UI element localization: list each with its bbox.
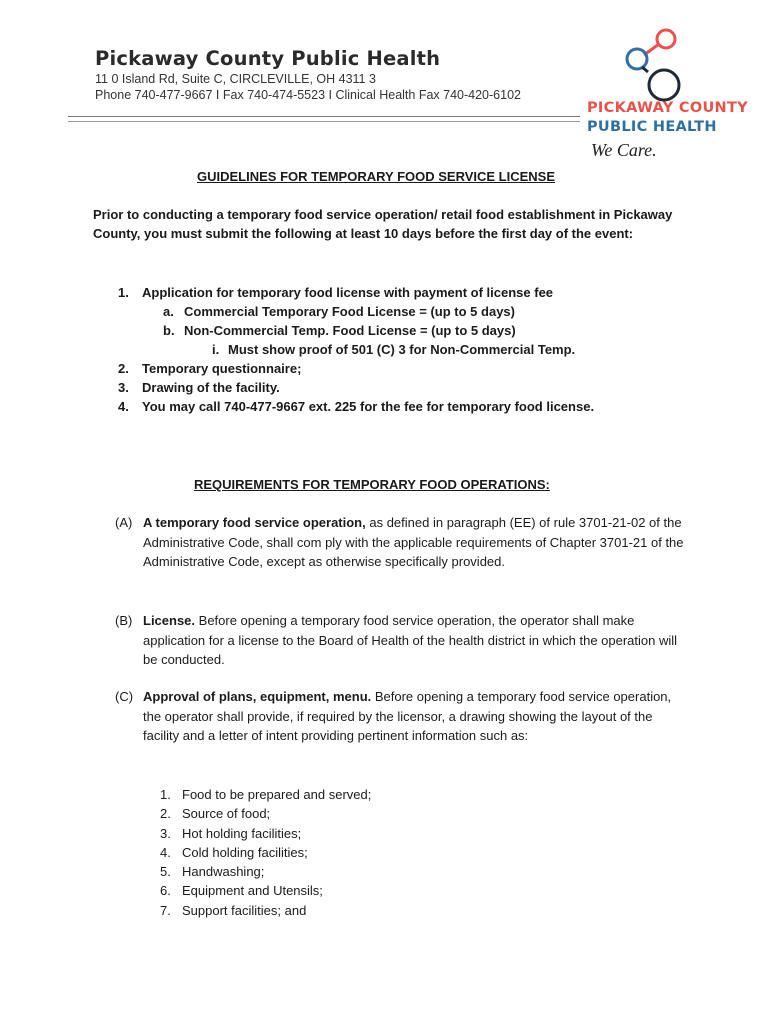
list-item-text: Commercial Temporary Food License = (up to 5 days) xyxy=(184,304,515,319)
section-text: Before opening a temporary food service operation, the operator shall make application for a license to the Board of Health of the health district in which the operation will be conducted. xyxy=(143,613,678,667)
section-letter: (A) xyxy=(115,515,133,530)
list-item-text: Handwashing; xyxy=(182,864,265,880)
list-item-number: 2. xyxy=(160,806,171,822)
list-item xyxy=(160,862,560,881)
requirement-section-b xyxy=(115,611,690,670)
list-item-text: Hot holding facilities; xyxy=(182,825,302,841)
list-item-number: 4. xyxy=(118,399,129,414)
section-body xyxy=(143,611,690,670)
list-item-number: b. xyxy=(163,323,175,338)
list-item-number: 3. xyxy=(118,380,129,395)
list-item-text: Drawing of the facility. xyxy=(142,380,280,395)
list-item-text: Non-Commercial Temp. Food License = (up to 5 days) xyxy=(184,323,516,338)
logo-text-public-health: PUBLIC HEALTH xyxy=(587,119,717,135)
list-item-number: a. xyxy=(163,304,174,319)
requirements-title: REQUIREMENTS FOR TEMPORARY FOOD OPERATIONS: xyxy=(194,477,550,492)
section-heading: License. xyxy=(143,613,196,628)
guidelines-list xyxy=(118,283,678,416)
list-item-text: Cold holding facilities; xyxy=(182,844,308,860)
logo-text-pickaway-county: PICKAWAY COUNTY xyxy=(587,100,748,116)
list-sub-item xyxy=(118,302,678,321)
list-item-text: Food to be prepared and served; xyxy=(182,787,372,802)
list-item xyxy=(160,881,560,900)
list-item xyxy=(160,901,560,920)
guidelines-intro: Prior to conducting a temporary food service operation/ retail food establishment in Pickaway County, you must submit the following at least 10 days before the first day of the event: xyxy=(93,207,673,241)
list-item-text: Must show proof of 501 (C) 3 for Non-Commercial Temp. xyxy=(228,342,576,357)
plan-information-list xyxy=(160,785,560,920)
section-text: as defined in paragraph (EE) of rule 3701-21-02 of the Administrative Code, shall com ply with the applicable requirements of Chapter 3701-21 of the Administrative Code, except as otherwise specifically provided. xyxy=(143,515,684,569)
list-item-number: i. xyxy=(212,342,220,357)
list-item-number: 1. xyxy=(160,787,171,802)
organization-name: Pickaway County Public Health xyxy=(95,47,441,70)
section-body xyxy=(143,687,690,746)
molecule-logo-icon xyxy=(588,22,698,102)
list-item-number: 5. xyxy=(160,864,171,880)
section-letter: (C) xyxy=(115,689,134,704)
list-item-text: Temporary questionnaire; xyxy=(142,361,302,376)
section-letter: (B) xyxy=(115,613,133,628)
list-item xyxy=(118,378,678,397)
list-item-text: Source of food; xyxy=(182,806,271,822)
list-item-text: Application for temporary food license with payment of license fee xyxy=(142,285,554,300)
list-item-number: 3. xyxy=(160,825,171,841)
requirement-section-a xyxy=(115,513,690,572)
list-sub-item xyxy=(118,321,678,340)
phone-fax-line: Phone 740-477-9667 I Fax 740-474-5523 I Clinical Health Fax 740-420-6102 xyxy=(95,88,521,102)
list-item xyxy=(160,804,560,823)
list-item xyxy=(118,283,678,302)
list-sub-sub-item xyxy=(118,340,678,359)
list-item xyxy=(160,843,560,862)
list-item-number: 6. xyxy=(160,883,171,899)
section-text: Before opening a temporary food service operation, the operator shall provide, if required by the licensor, a drawing showing the layout of the facility and a letter of intent providing pertinent information such as: xyxy=(143,689,672,743)
list-item xyxy=(160,824,560,843)
list-item-number: 7. xyxy=(160,902,171,918)
section-heading: A temporary food service operation, xyxy=(143,515,366,530)
section-heading: Approval of plans, equipment, menu. xyxy=(143,689,372,704)
list-item-number: 4. xyxy=(160,844,171,860)
section-body xyxy=(143,513,690,572)
list-item-text: Equipment and Utensils; xyxy=(182,883,323,899)
list-item xyxy=(118,359,678,378)
guidelines-title: GUIDELINES FOR TEMPORARY FOOD SERVICE LICENSE xyxy=(197,169,556,184)
requirement-section-c xyxy=(115,687,690,746)
header-divider xyxy=(68,116,580,117)
list-item xyxy=(160,785,560,804)
address-line: 11 0 Island Rd, Suite C, CIRCLEVILLE, OH 4311 3 xyxy=(95,72,376,86)
list-item-text: Support facilities; and xyxy=(182,902,307,918)
list-item-text: You may call 740-477-9667 ext. 225 for the fee for temporary food license. xyxy=(142,399,595,414)
list-item-number: 1. xyxy=(118,285,129,300)
list-item xyxy=(118,397,678,416)
logo-tagline: We Care. xyxy=(591,140,657,160)
header-divider-secondary xyxy=(68,121,580,122)
list-item-number: 2. xyxy=(118,361,129,376)
